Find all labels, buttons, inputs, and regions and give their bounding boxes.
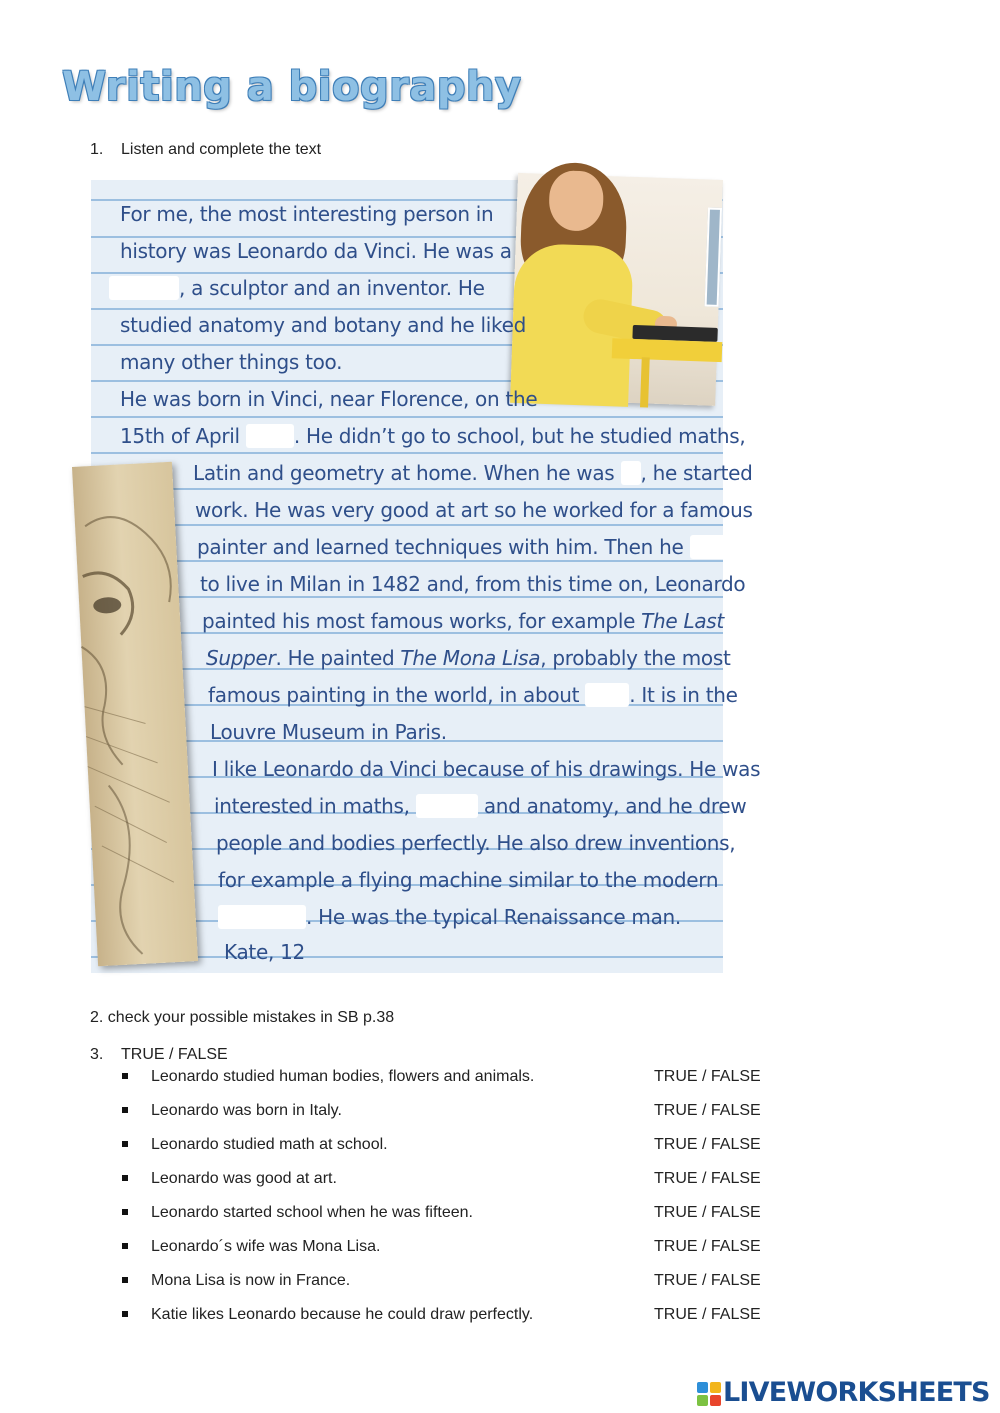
- answer-blank[interactable]: [621, 461, 641, 485]
- instruction-3: [90, 1046, 228, 1064]
- page-title: Writing a biography: [62, 64, 522, 110]
- passage-line: , a sculptor and an inventor. He: [109, 276, 485, 300]
- passage-line: history was Leonardo da Vinci. He was a: [120, 239, 512, 263]
- answer-blank[interactable]: [585, 683, 629, 707]
- logo-square: [697, 1395, 708, 1406]
- notebook-card: [91, 180, 761, 973]
- passage-line: 15th of April . He didn’t go to school, but he studied maths,: [120, 424, 746, 448]
- passage-line: many other things too.: [120, 350, 343, 374]
- statement-text: Leonardo studied math at school.: [151, 1136, 388, 1153]
- liveworksheets-logo-icon: [697, 1382, 721, 1406]
- true-false-choice[interactable]: TRUE / FALSE: [654, 1136, 761, 1153]
- true-false-choice[interactable]: TRUE / FALSE: [654, 1204, 761, 1221]
- statement-text: Leonardo´s wife was Mona Lisa.: [151, 1238, 381, 1255]
- list-item: [118, 1306, 768, 1340]
- passage-line: painted his most famous works, for example The Last: [202, 609, 724, 633]
- passage-line: . He was the typical Renaissance man.: [218, 905, 681, 929]
- passage-line: painter and learned techniques with him. Then he: [197, 535, 736, 559]
- passage-line: for example a flying machine similar to the modern: [218, 868, 719, 892]
- list-item: [118, 1272, 768, 1306]
- passage-line: Supper. He painted The Mona Lisa, probably the most: [206, 646, 731, 670]
- true-false-choice[interactable]: TRUE / FALSE: [654, 1102, 761, 1119]
- instruction-2: 2. check your possible mistakes in SB p.38: [90, 1009, 395, 1026]
- passage-line: For me, the most interesting person in: [120, 202, 494, 226]
- true-false-choice[interactable]: TRUE / FALSE: [654, 1306, 761, 1323]
- passage-line: famous painting in the world, in about . It is in the: [208, 683, 738, 707]
- true-false-choice[interactable]: TRUE / FALSE: [654, 1068, 761, 1085]
- answer-blank[interactable]: [218, 905, 306, 929]
- answer-blank[interactable]: [246, 424, 294, 448]
- true-false-list: [118, 1068, 768, 1340]
- passage-line: work. He was very good at art so he worked for a famous: [195, 498, 753, 522]
- passage-line: He was born in Vinci, near Florence, on the: [120, 387, 538, 411]
- passage-line: interested in maths, and anatomy, and he drew: [214, 794, 747, 818]
- list-item: [118, 1102, 768, 1136]
- logo-square: [697, 1382, 708, 1393]
- signature: Kate, 12: [224, 940, 305, 964]
- statement-text: Leonardo studied human bodies, flowers and animals.: [151, 1068, 535, 1085]
- instruction-1-number: 1.: [90, 141, 104, 158]
- list-item: [118, 1170, 768, 1204]
- passage-line: Latin and geometry at home. When he was , he started: [193, 461, 753, 485]
- passage-line: to live in Milan in 1482 and, from this time on, Leonardo: [200, 572, 746, 596]
- instruction-3-text: TRUE / FALSE: [121, 1046, 228, 1063]
- statement-text: Leonardo was born in Italy.: [151, 1102, 342, 1119]
- liveworksheets-brand[interactable]: [697, 1377, 994, 1411]
- answer-blank[interactable]: [690, 535, 736, 559]
- statement-text: Katie likes Leonardo because he could draw perfectly.: [151, 1306, 534, 1323]
- instruction-1-text: Listen and complete the text: [121, 141, 322, 158]
- list-item: [118, 1238, 768, 1272]
- passage-line: studied anatomy and botany and he liked: [120, 313, 526, 337]
- true-false-choice[interactable]: TRUE / FALSE: [654, 1170, 761, 1187]
- statement-text: Mona Lisa is now in France.: [151, 1272, 351, 1289]
- list-item: [118, 1136, 768, 1170]
- passage-line: Louvre Museum in Paris.: [210, 720, 447, 744]
- instruction-1: [90, 141, 321, 159]
- logo-square: [710, 1382, 721, 1393]
- passage-line: I like Leonardo da Vinci because of his drawings. He was: [212, 757, 761, 781]
- instruction-3-number: 3.: [90, 1046, 104, 1063]
- true-false-choice[interactable]: TRUE / FALSE: [654, 1272, 761, 1289]
- list-item: [118, 1204, 768, 1238]
- list-item: [118, 1068, 768, 1102]
- statement-text: Leonardo was good at art.: [151, 1170, 337, 1187]
- girl-at-computer-photo: [510, 173, 723, 406]
- brand-name: LIVEWORKSHEETS: [723, 1377, 990, 1408]
- leonardo-sketch-image: [72, 462, 198, 967]
- answer-blank[interactable]: [416, 794, 478, 818]
- answer-blank[interactable]: [109, 276, 179, 300]
- statement-text: Leonardo started school when he was fifteen.: [151, 1204, 473, 1221]
- true-false-choice[interactable]: TRUE / FALSE: [654, 1238, 761, 1255]
- logo-square: [710, 1395, 721, 1406]
- passage-line: people and bodies perfectly. He also drew inventions,: [216, 831, 736, 855]
